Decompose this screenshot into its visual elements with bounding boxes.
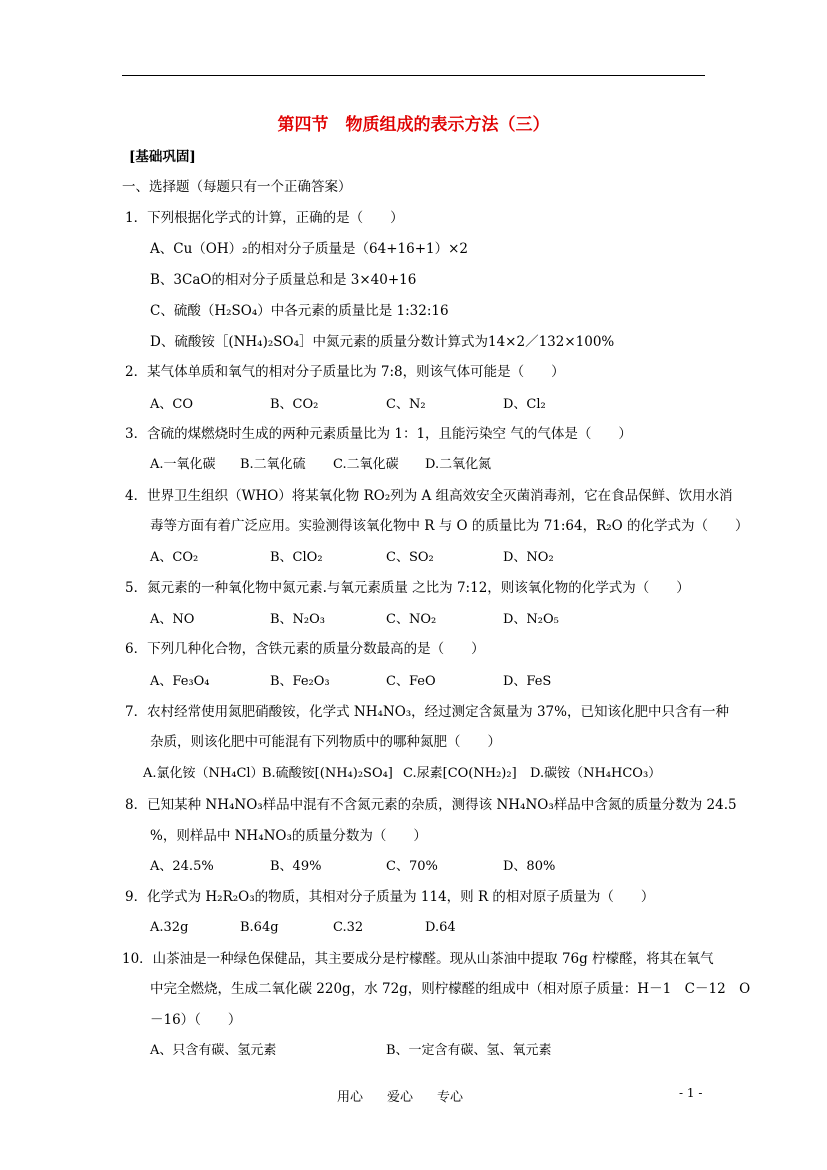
question-9-option-d: D.64 bbox=[425, 920, 456, 935]
question-8-option-c: C、70% bbox=[386, 859, 438, 874]
question-3-option-a: A.一氧化碳 bbox=[150, 457, 216, 472]
header-rule bbox=[122, 75, 705, 76]
question-3-option-d: D.二氧化氮 bbox=[425, 457, 492, 472]
question-6-option-a: A、Fe₃O₄ bbox=[150, 674, 210, 689]
question-2-option-b: B、CO₂ bbox=[270, 397, 319, 412]
question-10-stem-line-3: －16）（ ） bbox=[150, 1012, 242, 1028]
question-8-option-d: D、80% bbox=[503, 859, 556, 874]
question-2-option-c: C、N₂ bbox=[386, 397, 426, 412]
question-9-option-a: A.32g bbox=[150, 920, 189, 935]
question-1-stem: 1．下列根据化学式的计算，正确的是（ ） bbox=[125, 210, 404, 226]
question-1-option-a: A、Cu（OH）₂的相对分子质量是（64+16+1）×2 bbox=[150, 241, 468, 257]
question-4-option-d: D、NO₂ bbox=[503, 550, 554, 565]
question-8-option-a: A、24.5% bbox=[150, 859, 214, 874]
footer-text-aixin: 爱心 bbox=[387, 1090, 414, 1105]
question-8-stem-line-1: 8．已知某种 NH₄NO₃样品中混有不含氮元素的杂质，测得该 NH₄NO₃样品中含氮的质量分数为 24.5 bbox=[125, 797, 737, 813]
page-number: - 1 - bbox=[679, 1086, 703, 1100]
question-9-option-c: C.32 bbox=[333, 920, 364, 935]
question-10-option-b: B、一定含有碳、氢、氧元素 bbox=[386, 1043, 552, 1058]
question-7-option-c: C.尿素[CO(NH₂)₂] bbox=[403, 766, 517, 781]
question-2-option-d: D、Cl₂ bbox=[503, 397, 546, 412]
question-7-option-a: A.氯化铵（NH₄Cl） bbox=[143, 766, 264, 781]
question-5-option-d: D、N₂O₅ bbox=[503, 612, 559, 627]
question-9-option-b: B.64g bbox=[240, 920, 279, 935]
question-1-option-b: B、3CaO的相对分子质量总和是 3×40+16 bbox=[150, 272, 417, 288]
question-3-option-c: C.二氧化碳 bbox=[333, 457, 399, 472]
question-8-option-b: B、49% bbox=[270, 859, 322, 874]
part-heading: 一、选择题（每题只有一个正确答案） bbox=[122, 179, 352, 195]
question-9-stem: 9．化学式为 H₂R₂O₃的物质，其相对分子质量为 114，则 R 的相对原子质量为（ ） bbox=[125, 889, 655, 905]
question-1-option-c: C、硫酸（H₂SO₄）中各元素的质量比是 1:32:16 bbox=[150, 303, 449, 319]
question-4-option-c: C、SO₂ bbox=[386, 550, 434, 565]
question-2-stem: 2．某气体单质和氧气的相对分子质量比为 7:8，则该气体可能是（ ） bbox=[125, 364, 565, 380]
question-3-stem: 3．含硫的煤燃烧时生成的两种元素质量比为 1：1，且能污染空 气的气体是（ ） bbox=[125, 426, 632, 442]
question-4-stem-line-1: 4．世界卫生组织（WHO）将某氧化物 RO₂列为 A 组高效安全灭菌消毒剂，它在食品保鲜、饮用水消 bbox=[125, 488, 733, 504]
question-5-option-c: C、NO₂ bbox=[386, 612, 437, 627]
question-3-option-b: B.二氧化硫 bbox=[240, 457, 306, 472]
question-10-option-a: A、只含有碳、氢元素 bbox=[150, 1043, 277, 1058]
question-6-option-c: C、FeO bbox=[386, 674, 436, 689]
question-8-stem-line-2: %，则样品中 NH₄NO₃的质量分数为（ ） bbox=[150, 828, 427, 844]
question-10-stem-line-1: 10．山茶油是一种绿色保健品，其主要成分是柠檬醛。现从山茶油中提取 76g 柠檬醛，将其在氧气 bbox=[122, 951, 714, 967]
question-1-option-d: D、硫酸铵［(NH₄)₂SO₄］中氮元素的质量分数计算式为14×2／132×100% bbox=[150, 334, 615, 350]
question-6-option-d: D、FeS bbox=[503, 674, 552, 689]
question-2-option-a: A、CO bbox=[150, 397, 193, 412]
question-5-stem: 5．氮元素的一种氧化物中氮元素.与氧元素质量 之比为 7:12，则该氧化物的化学式为（ ） bbox=[125, 580, 690, 596]
page-title: 第四节 物质组成的表示方法（三） bbox=[277, 115, 550, 135]
question-7-stem-line-2: 杂质，则该化肥中可能混有下列物质中的哪种氮肥（ ） bbox=[150, 734, 501, 750]
question-7-option-d: D.碳铵（NH₄HCO₃） bbox=[530, 766, 662, 781]
question-4-option-a: A、CO₂ bbox=[150, 550, 199, 565]
question-10-stem-line-2: 中完全燃烧，生成二氧化碳 220g，水 72g，则柠檬醛的组成中（相对原子质量：H－1 C－12 O bbox=[150, 981, 751, 997]
section-heading: [基础巩固] bbox=[129, 149, 196, 165]
footer-text-zhuanxin: 专心 bbox=[437, 1090, 464, 1105]
question-7-stem-line-1: 7．农村经常使用氮肥硝酸铵，化学式 NH₄NO₃，经过测定含氮量为 37%，已知该化肥中只含有一种 bbox=[125, 704, 729, 720]
footer-text-yongxin: 用心 bbox=[337, 1090, 364, 1105]
question-6-stem: 6．下列几种化合物，含铁元素的质量分数最高的是（ ） bbox=[125, 641, 485, 657]
question-5-option-a: A、NO bbox=[150, 612, 195, 627]
question-4-stem-line-2: 毒等方面有着广泛应用。实验测得该氧化物中 R 与 O 的质量比为 71:64，R₂O 的化学式为（ ） bbox=[150, 518, 749, 534]
question-7-option-b: B.硫酸铵[(NH₄)₂SO₄] bbox=[262, 766, 393, 781]
question-5-option-b: B、N₂O₃ bbox=[270, 612, 326, 627]
question-6-option-b: B、Fe₂O₃ bbox=[270, 674, 330, 689]
question-4-option-b: B、ClO₂ bbox=[270, 550, 323, 565]
